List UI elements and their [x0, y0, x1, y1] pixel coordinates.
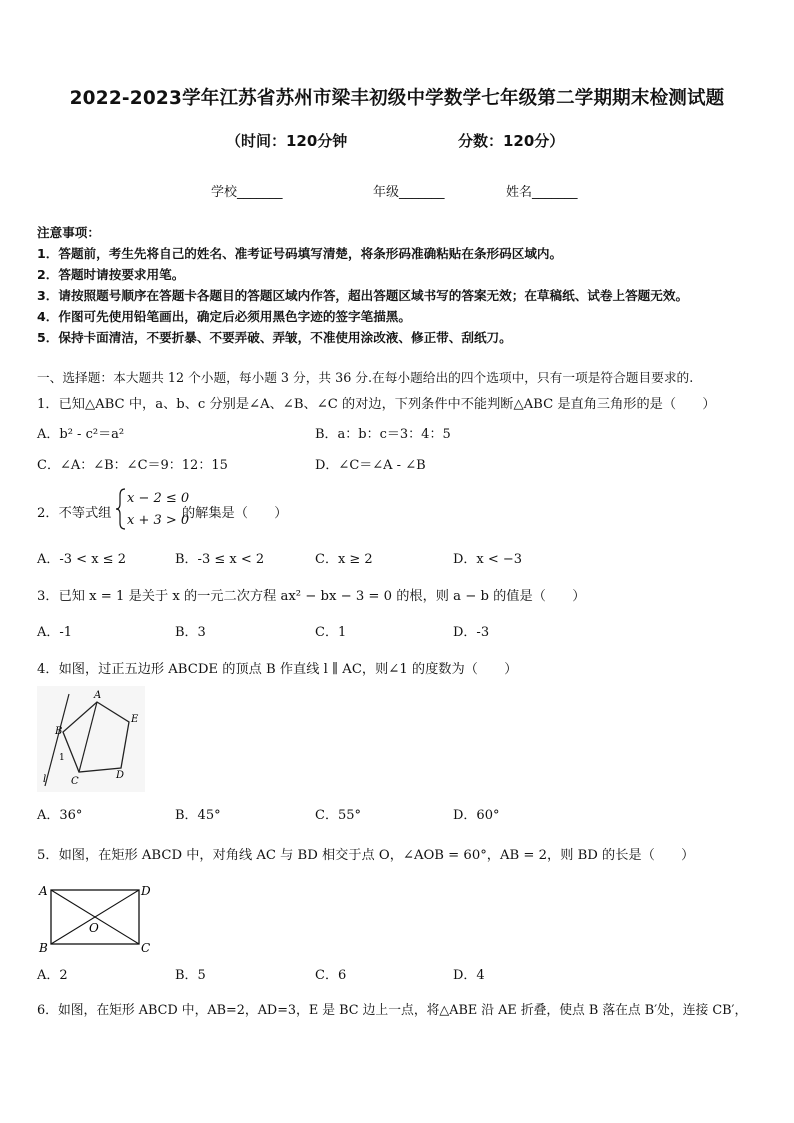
- q2-inequality-2: x + 3 > 0: [127, 513, 190, 528]
- label-a: A: [94, 690, 102, 701]
- rectangle-figure: [37, 880, 157, 956]
- label-d: D: [116, 770, 125, 781]
- question-4-stem: 4．如图，过正五边形 ABCDE 的顶点 B 作直线 l ∥ AC，则∠1 的度数为（ ）: [37, 662, 518, 677]
- notice-item: 4．作图可先使用铅笔画出，确定后必须用黑色字迹的签字笔描黑。: [37, 309, 411, 324]
- label-o: O: [89, 921, 99, 935]
- q4-option-a: A．36°: [37, 808, 83, 823]
- label-angle-1: 1: [59, 753, 65, 763]
- q5-option-b: B．5: [175, 968, 206, 983]
- q1-option-b: B．a：b：c＝3：4：5: [315, 427, 451, 442]
- question-5-stem: 5．如图，在矩形 ABCD 中，对角线 AC 与 BD 相交于点 O，∠AOB = 60°，AB = 2，则 BD 的长是（ ）: [37, 848, 695, 863]
- exam-score: 分数：120分）: [458, 132, 565, 150]
- q2-option-c: C．x ≥ 2: [315, 552, 373, 567]
- q5-option-c: C．6: [315, 968, 347, 983]
- school-field: 学校_______: [211, 185, 283, 200]
- q1-option-a: A．b² - c²＝a²: [37, 427, 125, 442]
- q4-option-d: D．60°: [453, 808, 500, 823]
- q2-inequality-1: x − 2 ≤ 0: [127, 491, 190, 506]
- question-3-stem: 3．已知 x = 1 是关于 x 的一元二次方程 ax² − bx − 3 = 0 的根，则 a − b 的值是（ ）: [37, 589, 586, 604]
- pentagon-figure: [37, 686, 145, 792]
- q1-option-d: D．∠C＝∠A - ∠B: [315, 458, 426, 473]
- label-b: B: [55, 726, 63, 737]
- question-6-stem: 6．如图，在矩形 ABCD 中，AB=2，AD=3，E 是 BC 边上一点，将△ABE 沿 AE 折叠，使点 B 落在点 B′处，连接 CB′，: [37, 1003, 748, 1018]
- q3-option-d: D．-3: [453, 625, 490, 640]
- question-1-stem: 1．已知△ABC 中，a、b、c 分别是∠A、∠B、∠C 的对边，下列条件中不能判断△ABC 是直角三角形的是（ ）: [37, 397, 716, 412]
- exam-time: （时间：120分钟: [226, 132, 348, 150]
- exam-title: 2022-2023学年江苏省苏州市梁丰初级中学数学七年级第二学期期末检测试题: [69, 88, 725, 109]
- q3-option-a: A．-1: [37, 625, 73, 640]
- label-c: C: [141, 941, 151, 955]
- section-heading: 一、选择题：本大题共 12 个小题，每小题 3 分，共 36 分.在每小题给出的四个选项中，只有一项是符合题目要求的.: [37, 370, 694, 385]
- q2-brace: [114, 487, 128, 531]
- q5-option-d: D．4: [453, 968, 485, 983]
- q4-option-b: B．45°: [175, 808, 221, 823]
- label-a: A: [39, 884, 48, 898]
- q3-option-b: B．3: [175, 625, 206, 640]
- q2-option-a: A．-3 < x ≤ 2: [37, 552, 126, 567]
- label-c: C: [71, 776, 79, 787]
- q5-option-a: A．2: [37, 968, 68, 983]
- q1-option-c: C．∠A：∠B：∠C＝9：12：15: [37, 458, 228, 473]
- q2-option-b: B．-3 ≤ x < 2: [175, 552, 265, 567]
- notice-heading: 注意事项：: [37, 225, 100, 240]
- q3-option-c: C．1: [315, 625, 347, 640]
- question-2-prefix: 2．不等式组: [37, 506, 112, 521]
- label-b: B: [39, 941, 48, 955]
- label-l: l: [43, 774, 47, 785]
- notice-item: 2．答题时请按要求用笔。: [37, 267, 185, 282]
- grade-field: 年级_______: [373, 185, 445, 200]
- question-2-suffix: 的解集是（ ）: [182, 506, 288, 521]
- label-e: E: [131, 714, 139, 725]
- q4-option-c: C．55°: [315, 808, 361, 823]
- q2-option-d: D．x < −3: [453, 552, 523, 567]
- label-d: D: [141, 884, 151, 898]
- notice-item: 5．保持卡面清洁，不要折暴、不要弄破、弄皱，不准使用涂改液、修正带、刮纸刀。: [37, 330, 512, 345]
- notice-item: 1．答题前，考生先将自己的姓名、准考证号码填写清楚，将条形码准确粘贴在条形码区域内。: [37, 246, 563, 261]
- notice-item: 3．请按照题号顺序在答题卡各题目的答题区域内作答，超出答题区域书写的答案无效；在草稿纸、试卷上答题无效。: [37, 288, 689, 303]
- name-field: 姓名_______: [506, 185, 578, 200]
